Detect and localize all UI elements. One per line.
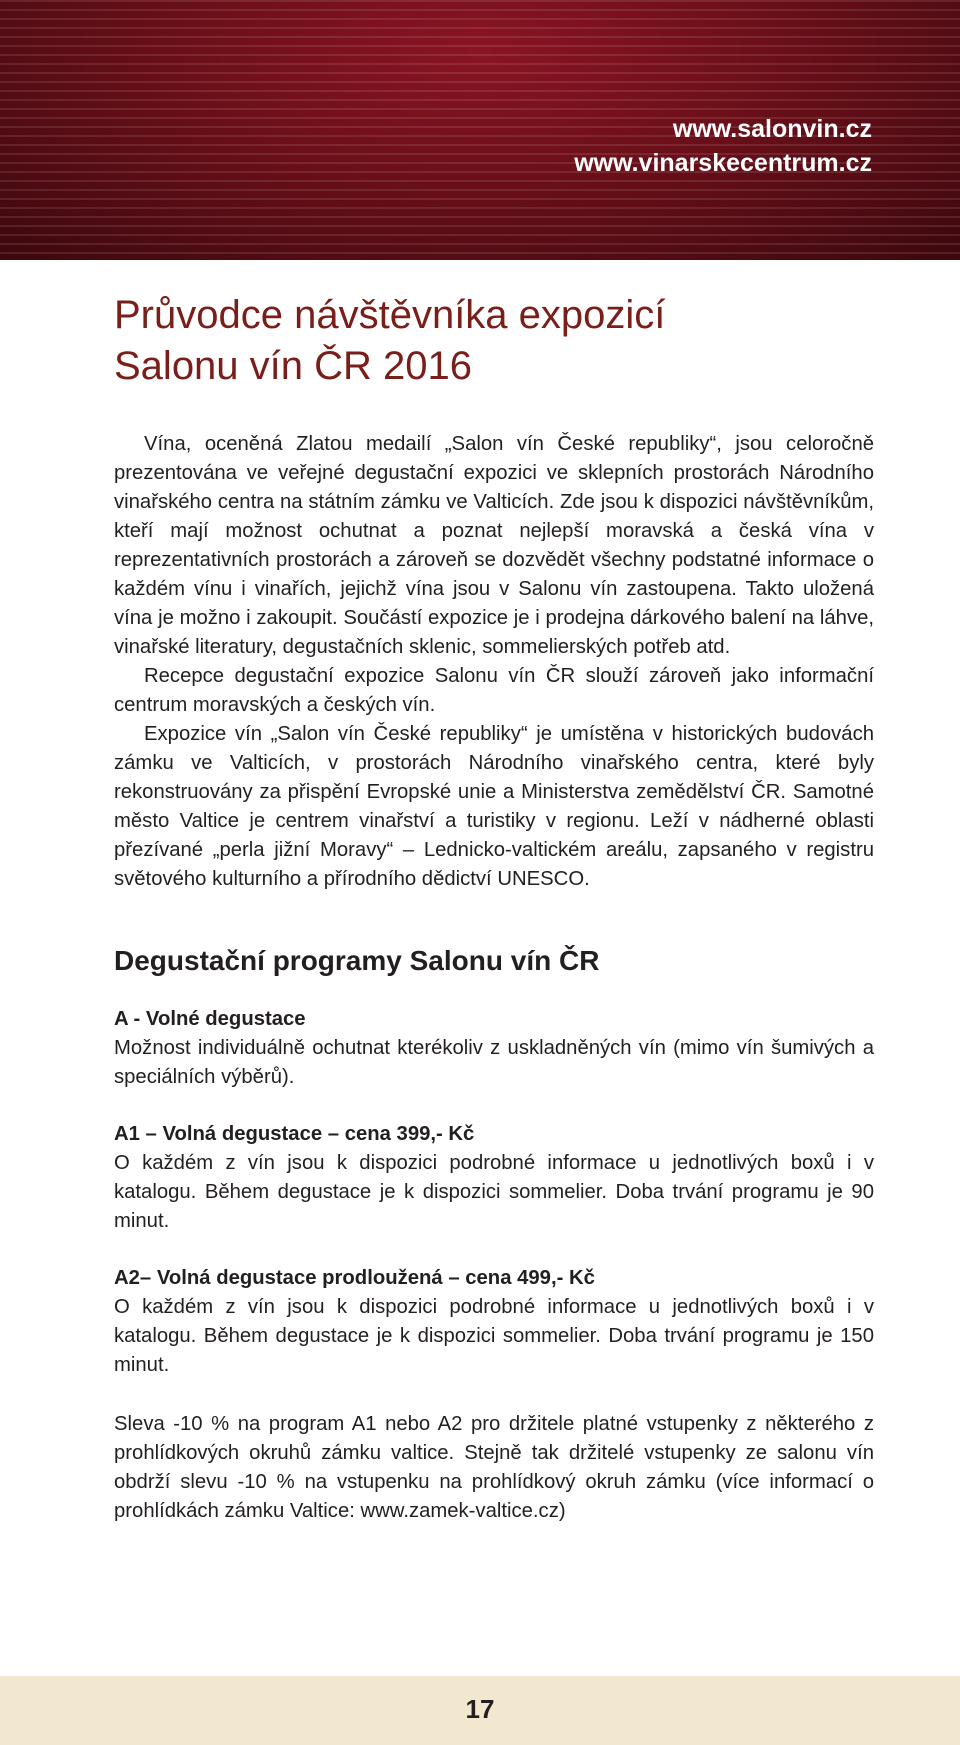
program-a2 (114, 1264, 874, 1380)
header-banner (0, 0, 960, 260)
program-a1-title: A1 – Volná degustace – cena 399,- Kč (114, 1123, 475, 1145)
url-salonvin-link[interactable]: www.salonvin.cz (672, 115, 872, 143)
footer-bar (0, 1676, 960, 1745)
intro-paragraph-2: Recepce degustační expozice Salonu vín ČR slouží zároveň jako informační centrum moravských a českých vín. (114, 665, 874, 716)
header-urls (574, 112, 872, 180)
url-vinarskecentrum-link[interactable]: www.vinarskecentrum.cz (574, 149, 872, 177)
program-a-text: Možnost individuálně ochutnat kterékoliv z uskladněných vín (mimo vín šumivých a speciálních výběrů). (114, 1037, 874, 1088)
program-a2-text: O každém z vín jsou k dispozici podrobné informace u jednotlivých boxů i v katalogu. Během degustace je k dispozici sommelier. Doba trvání programu je 150 minut. (114, 1296, 874, 1376)
intro-paragraph-3: Expozice vín „Salon vín České republiky“ je umístěna v historických budovách zámku ve Valticích, v prostorách Národního vinařského centra, které byly rekonstruovány za přispění Evropské unie a Ministerstva zemědělství ČR. Samotné město Valtice je centrem vinařství a turistiky v regionu. Leží v nádherné oblasti přezívané „perla jižní Moravy“ – Lednicko-valtickém areálu, zapsaného v registru světového kulturního a přírodního dědictví UNESCO. (114, 723, 874, 890)
page-number: 17 (465, 1694, 495, 1724)
program-a (114, 1005, 874, 1092)
page-title (114, 290, 874, 392)
page-title-line2: Salonu vín ČR 2016 (114, 344, 473, 388)
program-a1-text: O každém z vín jsou k dispozici podrobné informace u jednotlivých boxů i v katalogu. Během degustace je k dispozici sommelier. Doba trvání programu je 90 minut. (114, 1152, 874, 1232)
program-a-title: A - Volné degustace (114, 1008, 306, 1030)
page-content (114, 290, 874, 1546)
programs-heading: Degustační programy Salonu vín ČR (114, 945, 600, 976)
page-title-line1: Průvodce návštěvníka expozicí (114, 293, 666, 337)
program-a1 (114, 1120, 874, 1236)
program-a2-title: A2– Volná degustace prodloužená – cena 499,- Kč (114, 1267, 595, 1289)
discount-note: Sleva -10 % na program A1 nebo A2 pro držitele platné vstupenky z některého z prohlídkových okruhů zámku valtice. Stejně tak držitelé vstupenky ze salonu vín obdrží slevu -10 % na vstupenku na prohlídkový okruh zámku (více informací o prohlídkách zámku Valtice: www.zamek-valtice.cz) (114, 1413, 874, 1522)
intro-paragraph-1: Vína, oceněná Zlatou medailí „Salon vín České republiky“, jsou celoročně prezentována ve veřejné degustační expozici ve sklepních prostorách Národního vinařského centra na státním zámku ve Valticích. Zde jsou k dispozici návštěvníkům, kteří mají možnost ochutnat a poznat nejlepší moravská a česká vína v reprezentativních prostorách a zároveň se dozvědět všechny podstatné informace o každém vínu i vinařích, jejichž vína jsou v Salonu vín zastoupena. Takto uložená vína je možno i zakoupit. Součástí expozice je i prodejna dárkového balení na láhve, vinařské literatury, degustačních sklenic, sommelierských potřeb atd. (114, 433, 874, 658)
